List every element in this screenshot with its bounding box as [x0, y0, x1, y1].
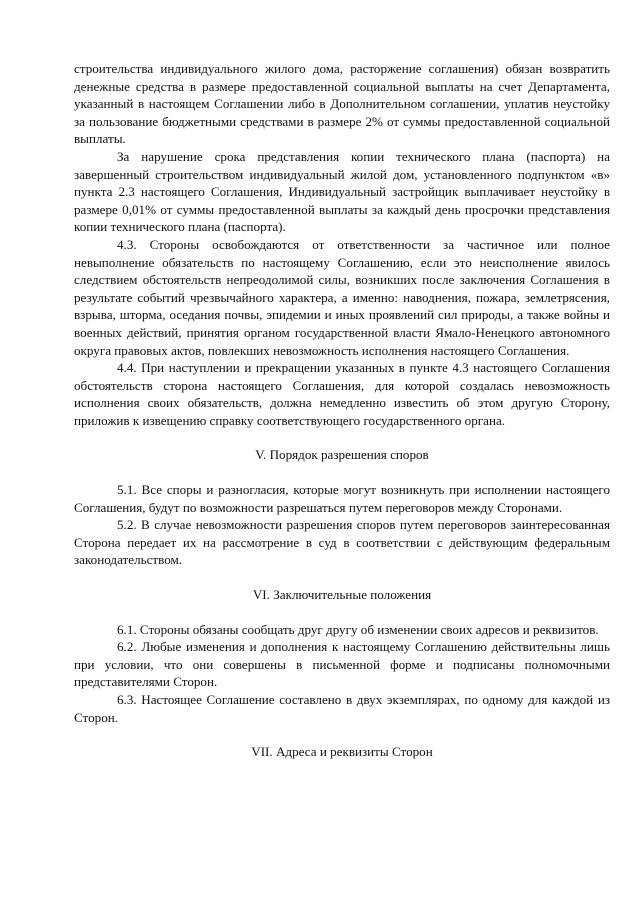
paragraph-refund-obligation: строительства индивидуального жилого дома, расторжение соглашения) обязан возвратить денежные средства в размере предоставленной социальной выплаты на счет Департамента, указанный в настоящем Соглашении либо в Дополнительном соглашении, уплатив неустойку за пользование бюджетными средствами в размере 2% от суммы предоставленной социальной выплаты.	[74, 61, 610, 147]
paragraph-6-3: 6.3. Настоящее Соглашение составлено в двух экземплярах, по одному для каждой из Сторон.	[74, 692, 610, 725]
section-6-title: VI. Заключительные положения	[252, 587, 432, 603]
paragraph-penalty-technical-plan: За нарушение срока представления копии технического плана (паспорта) на завершенный строительством индивидуальный жилой дом, установленного подпунктом «в» пункта 2.3 настоящего Соглашения, Индивидуальный застройщик выплачивает неустойку в размере 0,01% от суммы предоставленной выплаты за каждый день просрочки представления копии технического плана (паспорта).	[74, 148, 610, 235]
paragraph-5-2: 5.2. В случае невозможности разрешения споров путем переговоров заинтересованная Сторона передает их на рассмотрение в суд в соответствии с действующим федеральным законодательством.	[74, 517, 610, 568]
paragraph-4-4-notification: 4.4. При наступлении и прекращении указанных в пункте 4.3 настоящего Соглашения обстоятельств сторона настоящего Соглашения, для которой создалась невозможность исполнения своих обязательств, должна немедленно известить об этом другую Сторону, приложив к извещению справку соответствующего государственного органа.	[74, 360, 610, 428]
paragraph-6-2: 6.2. Любые изменения и дополнения к настоящему Соглашению действительны лишь при условии, что они совершены в письменной форме и подписаны полномочными представителями Сторон.	[74, 639, 610, 690]
document-body	[74, 60, 610, 761]
section-7-title: VII. Адреса и реквизиты Сторон	[251, 744, 433, 760]
section-5-title: V. Порядок разрешения споров	[255, 447, 429, 463]
paragraph-6-1: 6.1. Стороны обязаны сообщать друг другу об изменении своих адресов и реквизитов.	[117, 621, 599, 637]
paragraph-4-3-force-majeure: 4.3. Стороны освобождаются от ответственности за частичное или полное невыполнение обязательств по настоящему Соглашению, если это неисполнение явилось следствием обстоятельств непреодолимой силы, возникших после заключения Соглашения в результате событий чрезвычайного характера, а именно: наводнения, пожара, землетрясения, взрыва, шторма, оседания почвы, эпидемии и иных проявлений сил природы, а также войны и военных действий, принятия органом государственной власти Ямало-Ненецкого автономного округа правовых актов, повлекших невозможность исполнения настоящего Соглашения.	[74, 236, 610, 358]
paragraph-5-1: 5.1. Все споры и разногласия, которые могут возникнуть при исполнении настоящего Соглашения, будут по возможности разрешаться путем переговоров между Сторонами.	[74, 482, 610, 515]
